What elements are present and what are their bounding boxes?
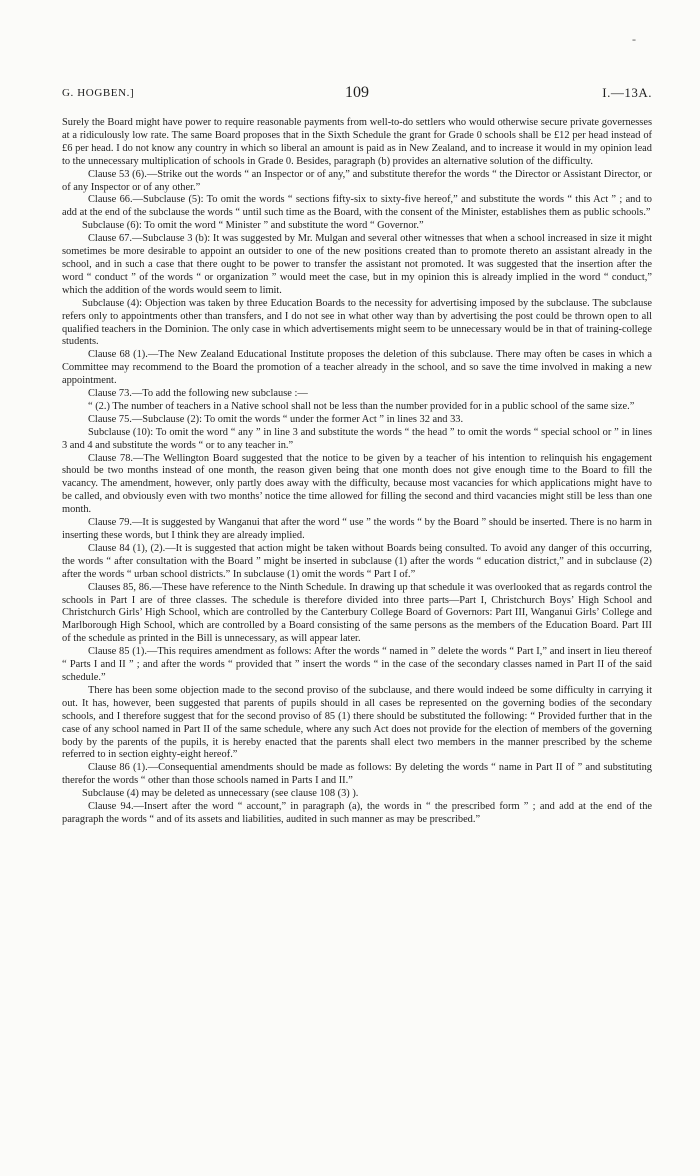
paragraph: Clauses 85, 86.—These have reference to the Ninth Schedule. In drawing up that schedule it was overlooked that as regards control the schools in Part I are of three classes. The schedule is therefore divided into three parts—Part I, Christchurch Boys’ High School and Christchurch Girls’ High School, which are controlled by the Canterbury College Board of Governors: Part III, Wanganui Girls’ College and Marlborough High School, which are controlled by a Board consisting of the same persons as the members of the Education Board. Part III of the schedule as printed in the Bill is unnecessary, as will appear later. xyxy=(62,581,652,645)
paragraph: There has been some objection made to the second proviso of the subclause, and there would indeed be some difficulty in carrying it out. It has, however, been suggested that parents of pupils should in all cases be represented on the governing bodies of the secondary schools, and I therefore suggest that for the second proviso of 85 (1) there should be substituted the following: “ Provided further that in the case of any school named in Part II of the same schedule, where any such Act does not provide for the election of members of the governing body by the parents of the pupils, it is hereby enacted that the parents shall elect two members in the manner prescribed by the scheme referred to in section eighty-eight hereof.” xyxy=(62,684,652,761)
paragraph: Clause 86 (1).—Consequential amendments should be made as follows: By deleting the words “ name in Part II of ” and substituting therefor the words “ other than those schools named in Parts I and II.” xyxy=(62,762,652,787)
page-header xyxy=(62,84,652,104)
corner-mark: - xyxy=(632,32,636,46)
paragraph: Clause 73.—To add the following new subclause :— xyxy=(88,388,308,400)
paragraph: Clause 68 (1).—The New Zealand Educational Institute proposes the deletion of this subclause. There may often be cases in which a Committee may recommend to the Board the promotion of a teacher already in the school, and so save the time involved in making a new appointment. xyxy=(62,349,652,387)
document-reference: I.—13A. xyxy=(602,85,652,100)
body-text xyxy=(62,117,652,827)
paragraph: Clause 79.—It is suggested by Wanganui that after the word “ use ” the words “ by the Board ” should be inserted. There is no harm in inserting these words, but I think they are already implied. xyxy=(62,517,652,541)
paragraph: Subclause (10): To omit the word “ any ” in line 3 and substitute the words “ the head ” to omit the words “ special school or ” in lines 3 and 4 and substitute the words “ or to any teacher in.” xyxy=(62,426,652,451)
header-author: G. HOGBEN.] xyxy=(62,87,135,99)
paragraph: Clause 78.—The Wellington Board suggested that the notice to be given by a teacher of his intention to relinquish his engagement should be two months instead of one month, the reason given being that one month does not give enough time to the Board to fill the vacancy. The amendment, however, only partly does away with the difficulty, because most vacancies for which applications might have to be called, and obviously even with two months’ notice the time allowed for filling the second and third vacancies might still be less than one month. xyxy=(62,452,652,516)
paragraph: Clause 84 (1), (2).—It is suggested that action might be taken without Boards being consulted. To avoid any danger of this occurring, the words “ after consultation with the Board ” might be inserted in subclause (1) after the words “ education district,” and in subclause (2) after the words “ urban school districts.” In subclause (1) omit the words “ Part I of.” xyxy=(62,542,652,580)
page-number: 109 xyxy=(345,84,369,101)
paragraph: Clause 66.—Subclause (5): To omit the words “ sections fifty-six to sixty-five hereof,” and substitute the words “ this Act ” ; and to add at the end of the subclause the words “ until such time as the Board, with the consent of the Minister, establishes them as public schools.” xyxy=(62,194,652,219)
paragraph: Subclause (4) may be deleted as unnecessary (see clause 108 (3) ). xyxy=(82,788,359,800)
paragraph: Surely the Board might have power to require reasonable payments from well-to-do settlers who would otherwise secure private governesses at a ridiculously low rate. The same Board proposes that in the Sixth Schedule the grant for Grade 0 schools shall be £12 per head instead of £6 per head. I do not know any country in which so liberal an amount is paid as in New Zealand, and to increase it would in my opinion lead to the unnecessary multiplication of schools in Grade 0. Besides, paragraph (b) provides an alternative solution of the difficulty. xyxy=(62,117,652,167)
paragraph: Clause 85 (1).—This requires amendment as follows: After the words “ named in ” delete the words “ Part I,” and insert in lieu thereof “ Parts I and II ” ; and after the words “ provided that ” insert the words “ in the case of the secondary classes named in Part II of the said schedule.” xyxy=(62,646,652,683)
paragraph: Subclause (6): To omit the word “ Minister ” and substitute the word “ Governor.” xyxy=(82,220,424,232)
paragraph: “ (2.) The number of teachers in a Native school shall not be less than the number provided for in a public school of the same size.” xyxy=(88,400,635,412)
paragraph: Clause 75.—Subclause (2): To omit the words “ under the former Act ” in lines 32 and 33. xyxy=(88,413,464,425)
paragraph: Subclause (4): Objection was taken by three Education Boards to the necessity for advertising imposed by the subclause. The subclause refers only to appointments other than transfers, and I do not see in what other way than by advertising the post could be thrown open to all qualified teachers in the Dominion. The only case in which advertisements might seem to be unnecessary would be in that of training-college students. xyxy=(62,297,652,348)
paragraph: Clause 94.—Insert after the word “ account,” in paragraph (a), the words in “ the prescribed form ” ; and add at the end of the paragraph the words “ and of its assets and liabilities, audited in such manner as may be prescribed.” xyxy=(62,801,652,825)
paragraph: Clause 53 (6).—Strike out the words “ an Inspector or of any,” and substitute therefor the words “ the Director or Assistant Director, or of any Inspector or of any other.” xyxy=(62,168,652,193)
paragraph: Clause 67.—Subclause 3 (b): It was suggested by Mr. Mulgan and several other witnesses that when a school increased in size it might sometimes be more desirable to appoint an outsider to one of the new positions created than to promote thereto an assistant already in the school, and in such a case that there ought to be power to transfer the assistant not promoted. It was suggested that the insertion after the word “ conduct ” of the words “ or organization ” would meet the case, but in my opinion this is already implied in the word “ conduct,” which the addition of the words would seem to limit. xyxy=(62,233,652,296)
